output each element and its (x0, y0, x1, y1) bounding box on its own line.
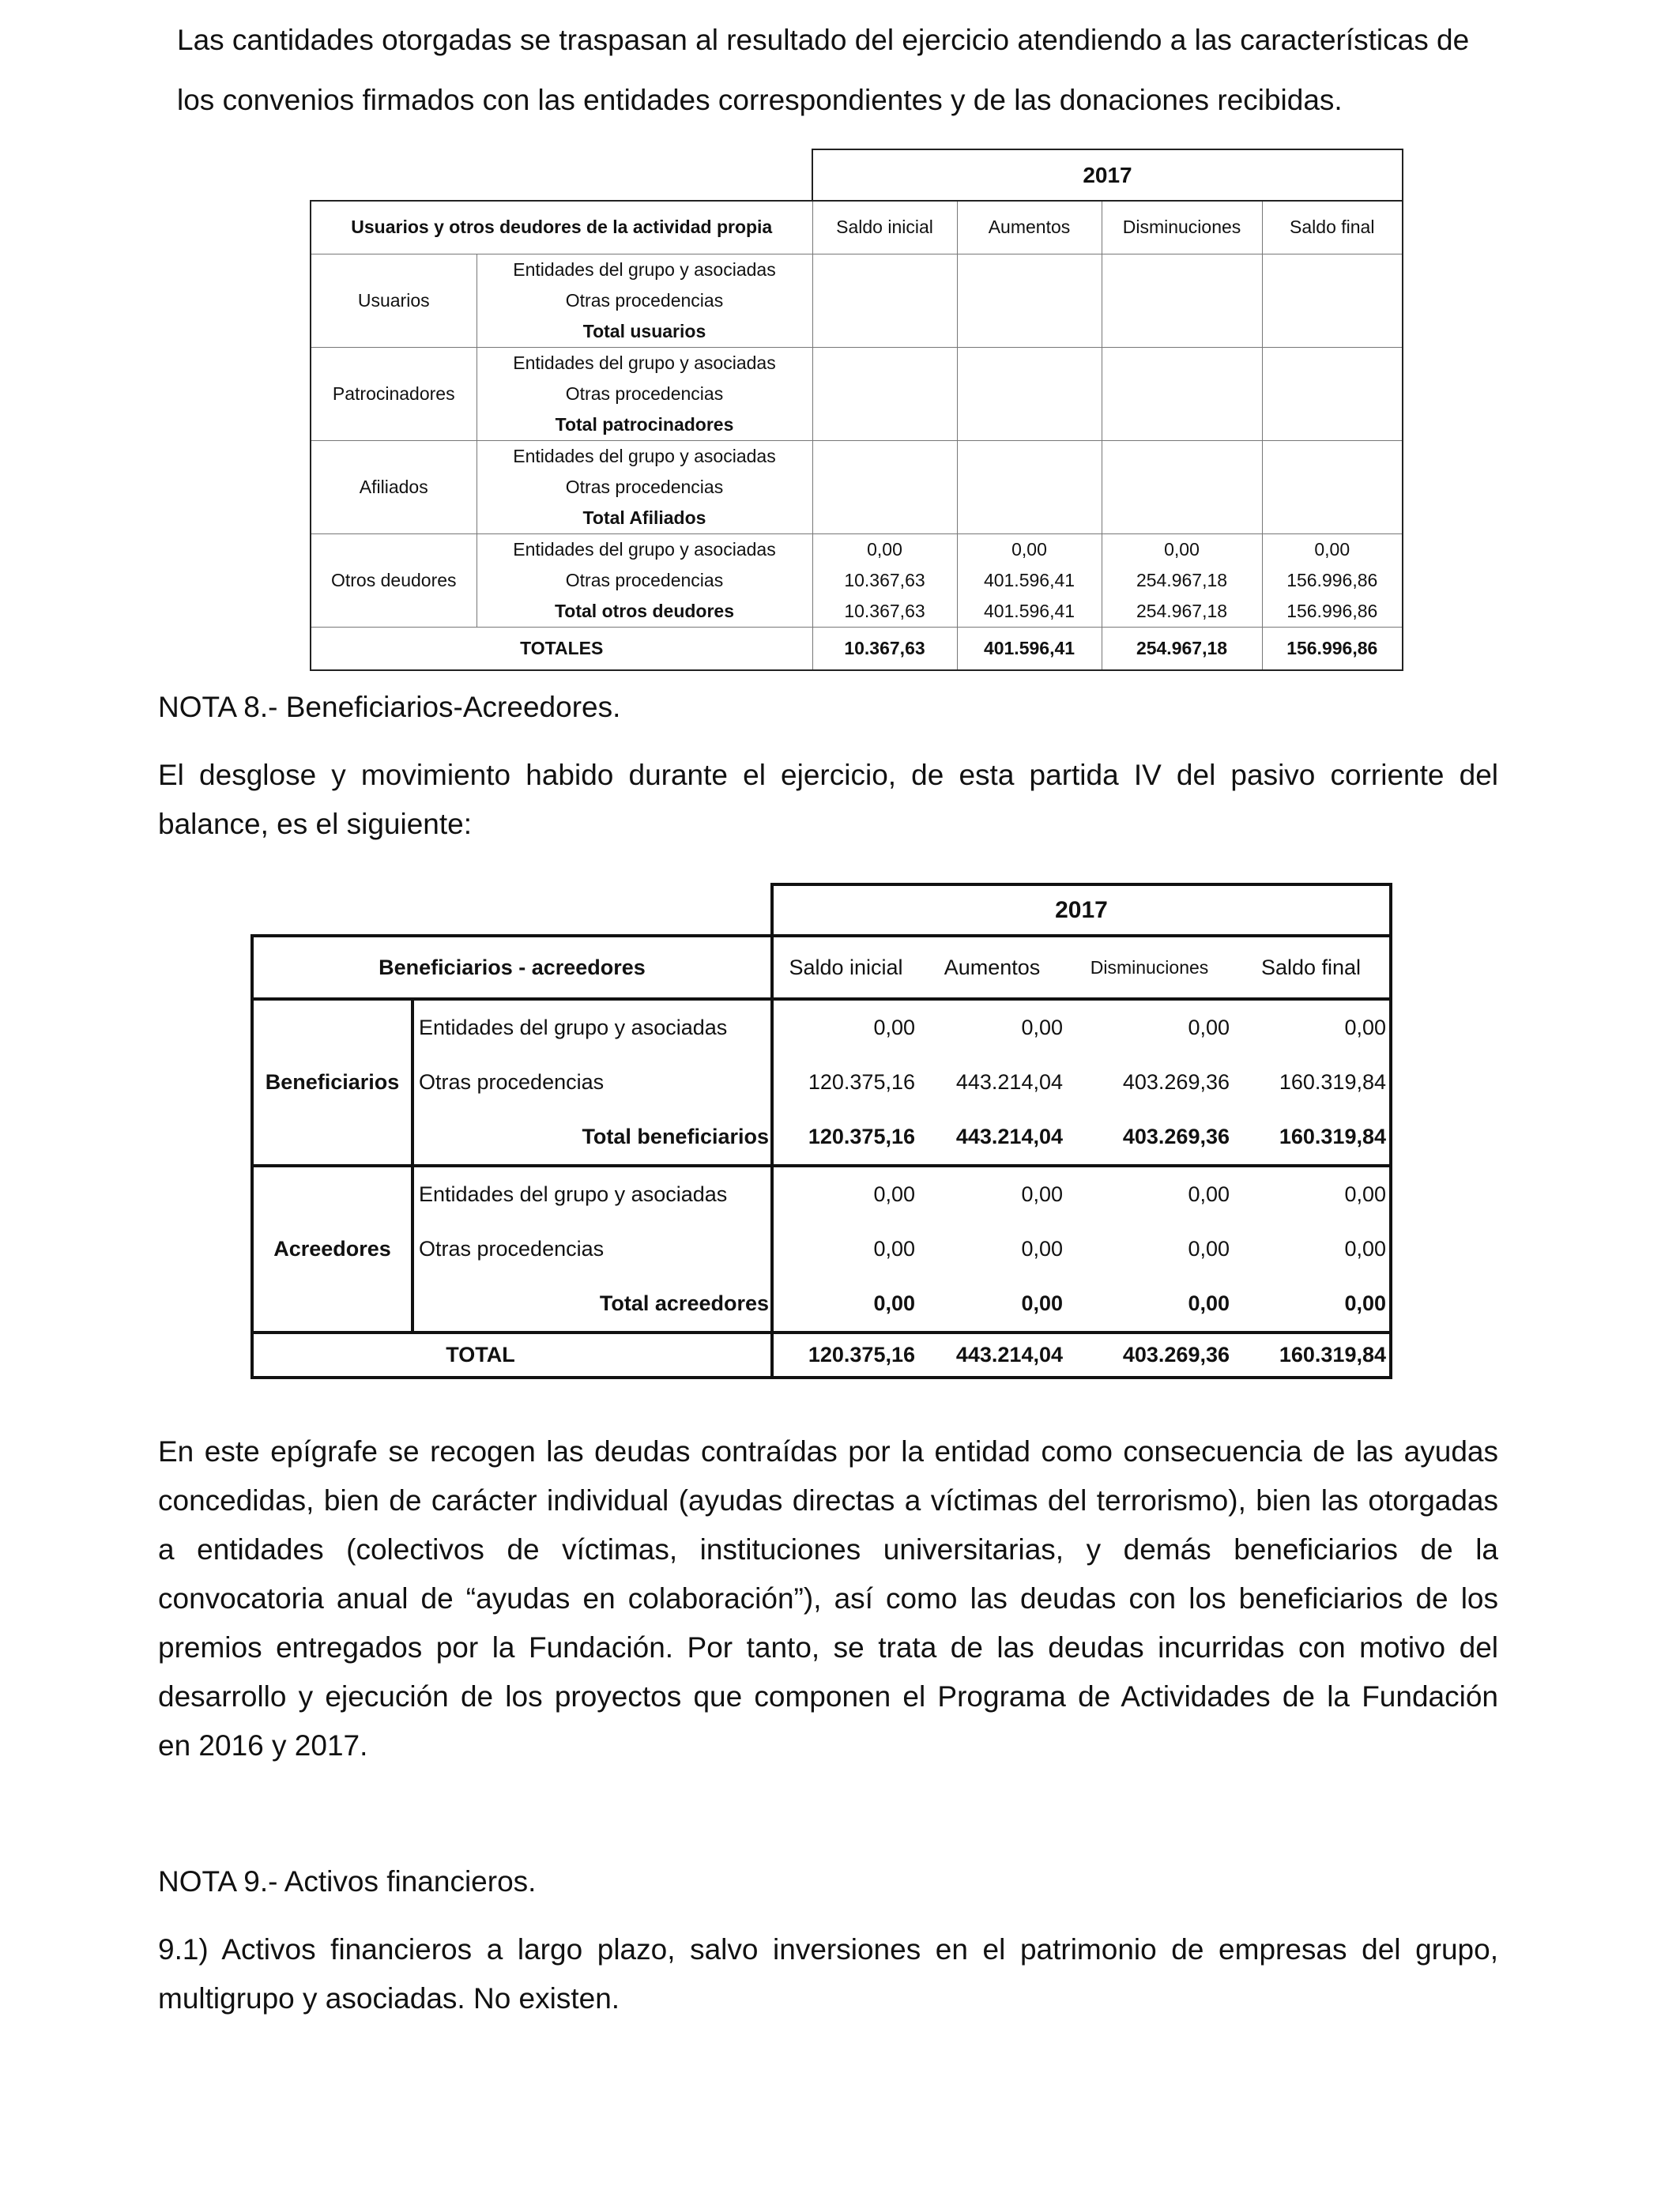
value-cell: 254.967,18 (1136, 600, 1228, 621)
row-label: Entidades del grupo y asociadas (419, 1016, 728, 1039)
table1-col-disminuciones: Disminuciones (1102, 201, 1262, 254)
row-label-total: Total usuarios (582, 320, 706, 341)
value-cell: 0,00 (1314, 538, 1350, 560)
table1-group-usuarios: Usuarios (311, 254, 477, 347)
row-label: Otras procedencias (565, 569, 724, 590)
para2-line: desarrollo y ejecución de los proyectos que componen el Programa de Actividades de la Fundación (158, 1680, 1498, 1713)
table2-values-aumentos (918, 999, 1066, 1166)
table1-values-aumentos (957, 533, 1102, 627)
table1-cell (1102, 440, 1262, 533)
table2-group-beneficiarios: Beneficiarios (252, 999, 412, 1166)
value-cell-total: 0,00 (1021, 1291, 1063, 1315)
row-label: Entidades del grupo y asociadas (513, 445, 776, 466)
value-cell-total: 443.214,04 (955, 1125, 1063, 1148)
value-cell: 0,00 (1344, 1237, 1386, 1261)
table1-cell (1262, 254, 1403, 347)
nota8-line-1: El desglose y movimiento habido durante el ejercicio, de esta partida IV del pasivo corriente del (158, 759, 1498, 791)
value-cell: 160.319,84 (1279, 1070, 1386, 1094)
value-cell: 10.367,63 (844, 600, 925, 621)
table2-total-label: TOTAL (252, 1333, 772, 1378)
table2-values-aumentos (918, 1166, 1066, 1333)
table1-col-saldo-inicial: Saldo inicial (812, 201, 957, 254)
para2-line: convocatoria anual de “ayudas en colaboración”), así como las deudas con los beneficiarios de los (158, 1582, 1498, 1615)
value-cell-total: 120.375,16 (808, 1125, 915, 1148)
table2-values-saldo-inicial (772, 999, 918, 1166)
value-cell-total: 403.269,36 (1122, 1125, 1230, 1148)
row-label: Otras procedencias (419, 1070, 605, 1094)
row-label: Entidades del grupo y asociadas (513, 538, 776, 560)
value-cell: 0,00 (1011, 538, 1047, 560)
table2-group-acreedores-rows (412, 1166, 772, 1333)
value-cell: 0,00 (1188, 1016, 1230, 1039)
table2-col-saldo-inicial: Saldo inicial (772, 936, 918, 999)
beneficiarios-explanation (158, 1427, 1498, 1770)
intro-paragraph (177, 16, 1520, 125)
nota9-line-2: multigrupo y asociadas. No existen. (158, 1982, 620, 2015)
beneficiarios-acreedores-table (250, 883, 1392, 1379)
table2-values-disminuciones (1066, 999, 1233, 1166)
table2-total-value: 120.375,16 (772, 1333, 918, 1378)
table1-total-value: 156.996,86 (1262, 627, 1403, 670)
table1-values-saldo-final (1262, 533, 1403, 627)
table2-total-value: 403.269,36 (1066, 1333, 1233, 1378)
table2-total-value: 443.214,04 (918, 1333, 1066, 1378)
row-label-total: Total beneficiarios (582, 1125, 769, 1148)
table1-group-otros-deudores: Otros deudores (311, 533, 477, 627)
para2-line: En este epígrafe se recogen las deudas contraídas por la entidad como consecuencia de las ayudas (158, 1435, 1498, 1468)
table1-group-patrocinadores-rows (477, 347, 812, 440)
table1-cell (1262, 347, 1403, 440)
row-label: Entidades del grupo y asociadas (513, 258, 776, 280)
value-cell: 0,00 (873, 1237, 915, 1261)
table2-values-saldo-inicial (772, 1166, 918, 1333)
table2-col-disminuciones: Disminuciones (1066, 936, 1233, 999)
usuarios-deudores-table (310, 149, 1403, 671)
row-label: Otras procedencias (565, 383, 724, 404)
table2-col-aumentos: Aumentos (918, 936, 1066, 999)
value-cell: 156.996,86 (1286, 569, 1378, 590)
value-cell: 254.967,18 (1136, 569, 1228, 590)
value-cell-total: 0,00 (1344, 1291, 1386, 1315)
value-cell: 0,00 (873, 1182, 915, 1206)
table2-year: 2017 (772, 884, 1391, 936)
row-label: Otras procedencias (565, 289, 724, 311)
table1-cell (957, 254, 1102, 347)
table1-col-aumentos: Aumentos (957, 201, 1102, 254)
table2-values-disminuciones (1066, 1166, 1233, 1333)
table2-header: Beneficiarios - acreedores (252, 936, 772, 999)
value-cell-total: 0,00 (873, 1291, 915, 1315)
para2-line: premios entregados por la Fundación. Por tanto, se trata de las deudas incurridas con motivo del (158, 1631, 1498, 1664)
table2-group-acreedores: Acreedores (252, 1166, 412, 1333)
value-cell: 0,00 (867, 538, 902, 560)
table2-total-value: 160.319,84 (1233, 1333, 1391, 1378)
row-label-total: Total otros deudores (554, 600, 735, 621)
table1-total-value: 10.367,63 (812, 627, 957, 670)
value-cell: 0,00 (1164, 538, 1200, 560)
value-cell-total: 0,00 (1188, 1291, 1230, 1315)
table1-cell (812, 347, 957, 440)
row-label-total: Total acreedores (599, 1291, 769, 1315)
value-cell: 401.596,41 (983, 600, 1075, 621)
value-cell: 0,00 (1344, 1182, 1386, 1206)
nota8-paragraph (158, 751, 1498, 849)
row-label: Entidades del grupo y asociadas (513, 352, 776, 373)
table1-group-afiliados-rows (477, 440, 812, 533)
value-cell: 0,00 (1021, 1016, 1063, 1039)
table1-group-patrocinadores: Patrocinadores (311, 347, 477, 440)
row-label: Otras procedencias (419, 1237, 605, 1261)
table2-group-beneficiarios-rows (412, 999, 772, 1166)
value-cell: 156.996,86 (1286, 600, 1378, 621)
nota8-title: NOTA 8.- Beneficiarios-Acreedores. (158, 691, 621, 723)
row-label: Entidades del grupo y asociadas (419, 1182, 728, 1206)
table1-values-disminuciones (1102, 533, 1262, 627)
table1-values-saldo-inicial (812, 533, 957, 627)
value-cell: 0,00 (1188, 1182, 1230, 1206)
nota9-line-1: 9.1) Activos financieros a largo plazo, salvo inversiones en el patrimonio de empresas del grupo, (158, 1933, 1498, 1966)
value-cell: 0,00 (1344, 1016, 1386, 1039)
value-cell: 0,00 (1021, 1182, 1063, 1206)
table1-group-otros-deudores-rows (477, 533, 812, 627)
value-cell-total: 160.319,84 (1279, 1125, 1386, 1148)
table1-cell (1102, 254, 1262, 347)
table2-values-saldo-final (1233, 1166, 1391, 1333)
value-cell: 10.367,63 (844, 569, 925, 590)
table1-year: 2017 (812, 149, 1403, 201)
value-cell: 443.214,04 (955, 1070, 1063, 1094)
para2-line: concedidas, bien de carácter individual (ayudas directas a víctimas del terrorismo), bien las otorgadas (158, 1484, 1498, 1517)
table1-cell (1102, 347, 1262, 440)
table1-totals-label: TOTALES (311, 627, 812, 670)
intro-line-1: Las cantidades otorgadas se traspasan al resultado del ejercicio atendiendo a las características de (177, 24, 1470, 56)
nota9-title: NOTA 9.- Activos financieros. (158, 1865, 537, 1898)
value-cell: 403.269,36 (1122, 1070, 1230, 1094)
table1-total-value: 401.596,41 (957, 627, 1102, 670)
table1-cell (812, 254, 957, 347)
value-cell: 0,00 (1021, 1237, 1063, 1261)
table1-cell (957, 347, 1102, 440)
table1-group-usuarios-rows (477, 254, 812, 347)
table1-col-saldo-final: Saldo final (1262, 201, 1403, 254)
table2-values-saldo-final (1233, 999, 1391, 1166)
table1-cell (957, 440, 1102, 533)
value-cell: 401.596,41 (983, 569, 1075, 590)
para2-line: a entidades (colectivos de víctimas, instituciones universitarias, y demás beneficiarios de la (158, 1533, 1498, 1566)
value-cell: 120.375,16 (808, 1070, 915, 1094)
table1-total-value: 254.967,18 (1102, 627, 1262, 670)
para2-line: en 2016 y 2017. (158, 1729, 368, 1762)
table1-header: Usuarios y otros deudores de la actividad propia (311, 201, 812, 254)
table2-col-saldo-final: Saldo final (1233, 936, 1391, 999)
row-label: Otras procedencias (565, 476, 724, 497)
row-label-total: Total patrocinadores (555, 413, 734, 435)
row-label-total: Total Afiliados (582, 507, 706, 528)
table1-group-afiliados: Afiliados (311, 440, 477, 533)
intro-line-2: los convenios firmados con las entidades correspondientes y de las donaciones recibidas. (177, 84, 1343, 116)
nota8-line-2: balance, es el siguiente: (158, 808, 472, 840)
value-cell: 0,00 (1188, 1237, 1230, 1261)
table1-cell (812, 440, 957, 533)
nota9-paragraph (158, 1925, 1498, 2023)
table1-cell (1262, 440, 1403, 533)
value-cell: 0,00 (873, 1016, 915, 1039)
